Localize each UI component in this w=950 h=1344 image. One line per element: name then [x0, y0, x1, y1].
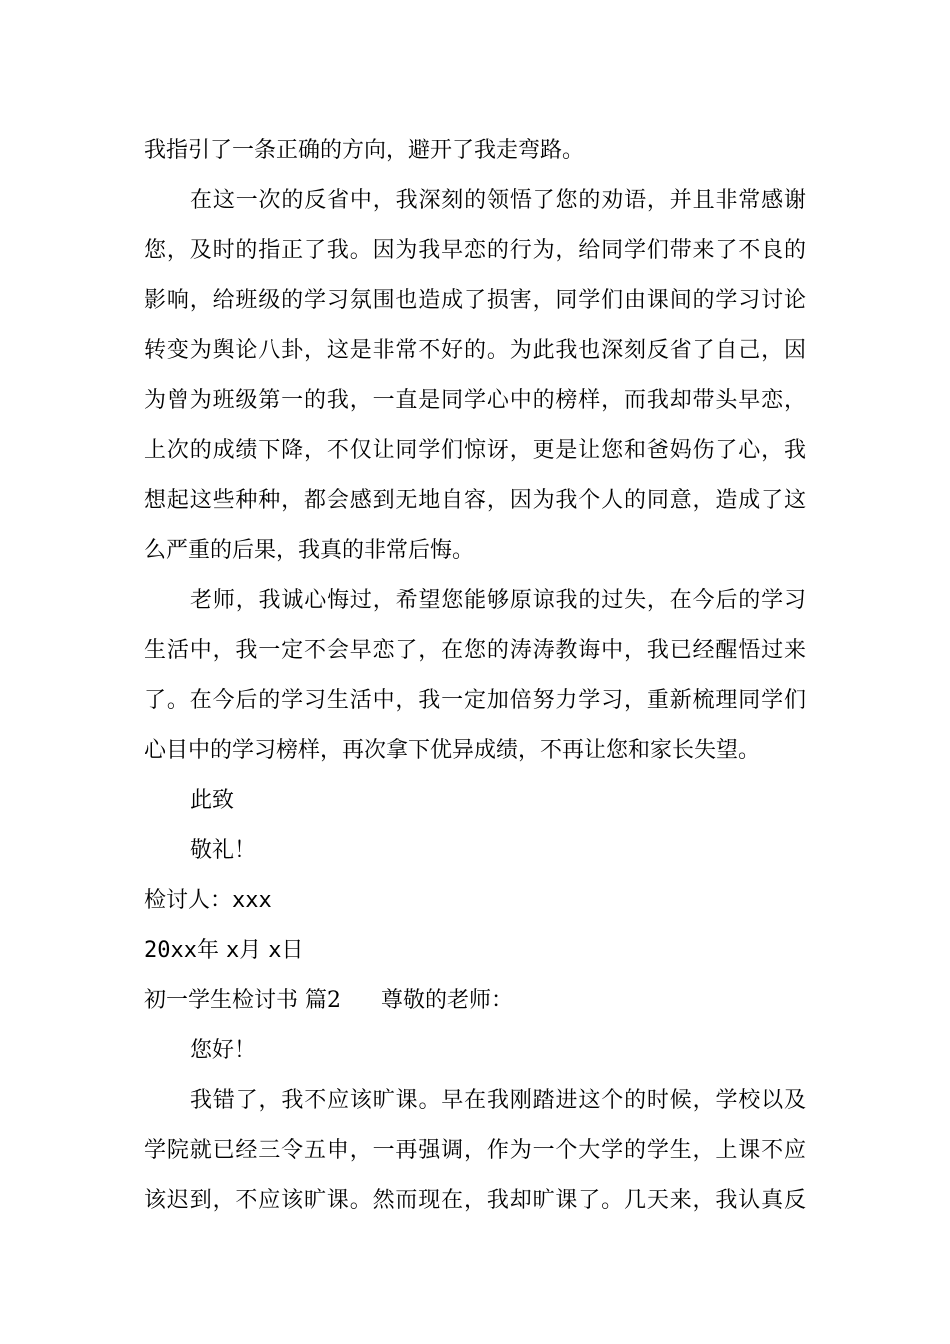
paragraph-line: 您，及时的指正了我。因为我早恋的行为，给同学们带来了不良的: [144, 238, 806, 263]
date-month-unit: 月: [239, 938, 262, 963]
signer-label: 检讨人：: [144, 888, 233, 913]
paragraph-line: 想起这些种种，都会感到无地自容，因为我个人的同意，造成了这: [144, 488, 806, 513]
paragraph-line: 我错了，我不应该旷课。早在我刚踏进这个的时候，学校以及: [190, 1088, 806, 1113]
paragraph-line: 了。在今后的学习生活中，我一定加倍努力学习，重新梳理同学们: [144, 688, 806, 713]
date-line: [144, 936, 806, 966]
paragraph-line: 影响，给班级的学习氛围也造成了损害，同学们由课间的学习讨论: [144, 288, 806, 313]
paragraph-line: 转变为舆论八卦，这是非常不好的。为此我也深刻反省了自己，因: [144, 338, 806, 363]
date-year-unit: 年: [196, 938, 219, 963]
paragraph-line: 生活中，我一定不会早恋了，在您的涛涛教诲中，我已经醒悟过来: [144, 638, 806, 663]
date-day: x: [268, 938, 282, 963]
paragraph-line: 上次的成绩下降，不仅让同学们惊讶，更是让您和爸妈伤了心，我: [144, 438, 806, 463]
date-month: x: [226, 938, 240, 963]
paragraph-line: 么严重的后果，我真的非常后悔。: [144, 538, 475, 563]
closing-line: 此致: [190, 788, 235, 813]
paragraph-line: 该迟到，不应该旷课。然而现在，我却旷课了。几天来，我认真反: [144, 1188, 806, 1213]
paragraph-line: 学院就已经三令五申，一再强调，作为一个大学的学生，上课不应: [144, 1138, 806, 1163]
section-heading-line: [144, 986, 806, 1016]
greeting-line: 您好！: [190, 1038, 257, 1063]
paragraph-line: 老师，我诚心悔过，希望您能够原谅我的过失，在今后的学习: [190, 588, 806, 613]
signer-line: [144, 886, 806, 916]
date-day-unit: 日: [281, 938, 304, 963]
paragraph-line: 在这一次的反省中，我深刻的领悟了您的劝语，并且非常感谢: [190, 188, 806, 213]
signer-name: xxx: [232, 888, 272, 913]
paragraph-line: 为曾为班级第一的我，一直是同学心中的榜样，而我却带头早恋，: [144, 388, 806, 413]
section-title: 初一学生检讨书 篇2: [144, 988, 341, 1013]
closing-line: 敬礼！: [190, 838, 257, 863]
salutation: 尊敬的老师：: [381, 988, 514, 1013]
paragraph-line: 心目中的学习榜样，再次拿下优异成绩，不再让您和家长失望。: [144, 738, 761, 763]
date-year: 20xx: [144, 938, 197, 963]
paragraph-line: 我指引了一条正确的方向，避开了我走弯路。: [144, 138, 585, 163]
